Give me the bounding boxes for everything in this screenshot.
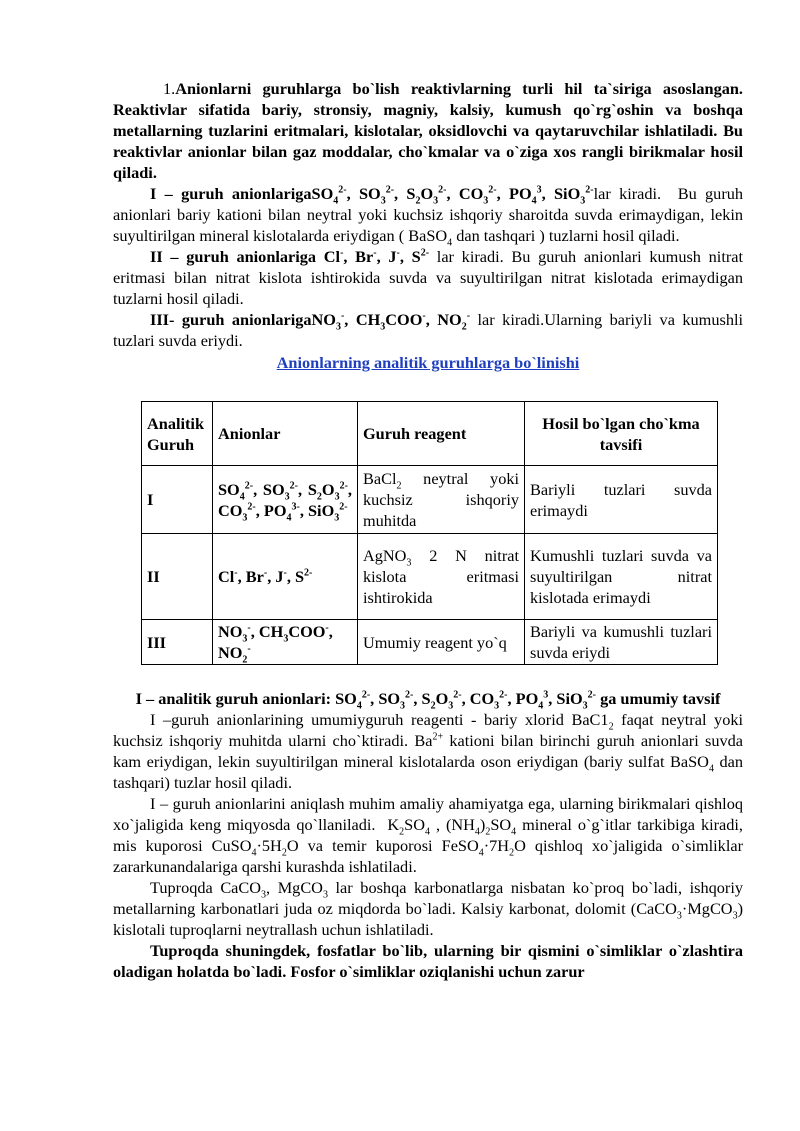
header-precipitate: Hosil bo`lgan cho`kma tavsifi [525,402,718,466]
table-row [142,534,718,620]
intro-paragraph [113,78,743,183]
group1-paragraph: I – guruh anionlarigaSO$_4^{2-}$, $SO_3^{2-}$, $S_2O_3^{2-}$, $CO_3^{2-}$, $PO_4^3$, SiO$_3^{2-}$lar kiradi. Bu guruh anionlari bariy kationi bilan neytral yoki kuchsiz ishqoriy sharoitda suvda erimaydigan, lekin suyultirilgan mineral kislotalarda eriydigan ( BaSO$_4$ dan tashqari ) tuzlarni hosil qiladi. [113,184,744,249]
header-reagent: Guruh reagent [358,402,525,466]
paragraph-carbonates: Tuproqda CaCO$_3$, MgCO$_3$ lar boshqa karbonatlarga nisbatan ko`proq bo`ladi, ishqoriy metallarning karbonatlari juda oz miqdorda bo`ladi. Kalsiy karbonat, dolomit (CaCO$_3$·MgCO$_3$) kislotali tuproqlarni neytrallash uchun ishlatiladi. [113,878,743,939]
para-a-3: kationi bilan birinchi guruh anionlari suvda kam eriydigan, lekin suyultirilgan mineral kislotalarda oson eriydigan (bariy sulfat BaSO [113,731,744,771]
row2-precipitate: Kumushli tuzlari suvda va suyultirilgan nitrat kislotada erimaydi [525,534,718,620]
group1-suffix: lar kiradi. [593,184,662,203]
row2-reagent-text: 2 N nitrat kislota eritmasi ishtirokida [363,546,519,607]
anion-groups-table [141,401,718,665]
para-b-3: O va temir kuporosi FeSO [286,836,479,855]
group1-lead: I – guruh anionlariga [150,184,312,203]
row2-anions: Cl-, Br-, J-, $S^{2-}$ [213,534,358,620]
group2-lead: II – guruh anionlariga Cl [150,247,341,266]
para-b-1: I – guruh anionlarini aniqlash muhim amaliy ahamiyatga ega, ularning birikmalari qishloq xo`jaligida keng miqyosda qo`llaniladi. [113,794,743,834]
group1-end: dan tashqari ) tuzlarni hosil qiladi. [452,226,680,245]
para-b-2: mineral o`g`itlar tarkibiga kiradi, mis kuporosi CuSO [113,815,743,855]
paragraph-phosphates [113,940,743,982]
row3-reagent: Umumiy reagent yo`q [358,620,525,665]
table-header-row [142,402,718,466]
group3-text: lar kiradi.Ularning bariyli va kumushli tuzlari suvda eriydi. [113,310,744,350]
group2-text: lar kiradi. Bu guruh anionlari kumush nitrat eritmasi bilan nitrat kislota ishtirokida suvda va suyultirilgan nitrat kislotada erimaydigan tuzlarni hosil qiladi. [113,247,744,308]
para-a-1: –guruh anionlarining umumiyguruh reagenti - bariy xlorid BaC1 [163,710,609,729]
para-c-1: Tuproqda CaCO [150,878,262,897]
group2-paragraph: II – guruh anionlariga Cl-, Br-, J-, $S^{2-}$ lar kiradi. Bu guruh anionlari kumush nitrat eritmasi bilan nitrat kislota ishtirokida suvda va suyultirilgan nitrat kislotada erimaydigan tuzlarni hosil qiladi. [113,247,744,308]
para-d: Tuproqda shuningdek, fosfatlar bo`lib, ularning bir qismini o`simliklar o`zlashtira oladigan holatda bo`ladi. Fosfor o`simliklar oziqlanishi uchun zarur [113,941,743,981]
para-c-2: lar boshqa karbonatlarga nisbatan ko`proq bo`ladi, ishqoriy metallarning karbonatlari juda oz miqdorda bo`ladi. Kalsiy karbonat, dolomit (CaCO [113,878,743,918]
group1-sub: 4 [447,237,453,249]
para-b-4: O qishloq xo`jaligida o`simliklar zararkunandalariga qarshi kurashda ishlatiladi. [113,836,743,876]
group3-lead: III- guruh anionlariga [150,310,312,329]
row3-group: III [142,620,213,665]
intro-text: Anionlarni guruhlarga bo`lish reaktivlarning turli hil ta`siriga asoslangan. Reaktivlar sifatida bariy, stronsiy, magniy, kalsiy, kumush qo`rg`oshin va boshqa metallarning tuzlarini eritmalari, kislotalar, oksidlovchi va qaytaruvchilar ishlatiladi. Bu reaktivlar anionlar bilan gaz moddalar, cho`kmalar va o`ziga xos rangli birikmalar hosil qiladi. [113,79,743,182]
para-a-2: faqat neytral yoki kuchsiz ishqoriy muhitda ularni cho`ktiradi. Ba [113,710,743,750]
row3-precipitate: Bariyli va kumushli tuzlari suvda eriydi [525,620,718,665]
section-title-lead: I – analitik guruh anionlari: [135,689,332,708]
row1-precipitate: Bariyli tuzlari suvda erimaydi [525,466,718,534]
row1-reagent: BaCl$_2$ neytral yoki kuchsiz ishqoriy muhitda [358,466,525,534]
table-caption: Anionlarning analitik guruhlarga bo`linishi [276,353,580,372]
row2-reagent: AgNO$_3$ 2 N nitrat kislota eritmasi ishtirokida [358,534,525,620]
row3-anions: $NO_3^-$, $CH_3COO^-$, $NO_2^-$ [213,620,358,665]
list-number: 1. [163,79,176,98]
group3-paragraph: III- guruh anionlarigaNO$_3$-, $CH_3COO^-$, $NO_2^-$ lar kiradi.Ularning bariyli va kumushli tuzlari suvda eriydi. [113,310,744,350]
header-anions: Anionlar [213,402,358,466]
section-title: I – analitik guruh anionlari: $SO_4^{2-}$, $SO_3^{2-}$, $S_2O_3^{2-}$, $CO_3^{2-}$, $PO_4^3$, SiO$_3^{2-}$ ga umumiy tavsif [135,689,721,712]
header-group: Analitik Guruh [142,402,213,466]
paragraph-importance: I – guruh anionlarini aniqlash muhim amaliy ahamiyatga ega, ularning birikmalari qishloq xo`jaligida keng miqyosda qo`llaniladi. $K_2SO_4$ , $(NH_4)_2SO_4$ mineral o`g`itlar tarkibiga kiradi, mis kuporosi $CuSO_4\cdot 5H_2O$ va temir kuporosi $FeSO_4\cdot 7H_2O$ qishloq xo`jaligida o`simliklar zararkunandalariga qarshi kurashda ishlatiladi. [113,794,743,876]
paragraph-reagent: I –guruh anionlarining umumiyguruh reagenti - bariy xlorid $BaC1_2$ faqat neytral yoki kuchsiz ishqoriy muhitda ularni cho`ktiradi. $Ba^{2+}$ kationi bilan birinchi guruh anionlari suvda kam eriydigan, lekin suyultirilgan mineral kislotalarda oson eriydigan (bariy sulfat BaSO$_4$ dan tashqari) tuzlar hosil qiladi. [113,710,744,792]
section-body [113,688,743,982]
para-c-3: ) kislotali tuproqlarni neytrallash uchun ishlatiladi. [113,899,743,939]
table-row [142,466,718,534]
row1-reagent-text: neytral yoki kuchsiz ishqoriy muhitda [363,469,519,530]
table-row [142,620,718,665]
row1-group: I [142,466,213,534]
row2-group: II [142,534,213,620]
para-a-4: dan tashqari) tuzlar hosil qiladi. [113,752,744,792]
group1-text: Bu guruh anionlari bariy kationi bilan neytral yoki kuchsiz ishqoriy sharoitda suvda erimaydigan, lekin suyultirilgan mineral kislotalarda eriydigan ( BaSO [113,184,744,245]
row1-anions: $SO_4^{2-}$, $SO_3^{2-}$, $S_2O_3^{2-}$, $CO_3^{2-}$, $PO_4^{3-}$, SiO$_3^{2-}$ [213,466,358,534]
document-page [113,78,743,373]
section-title-end: ga umumiy tavsif [600,689,721,708]
